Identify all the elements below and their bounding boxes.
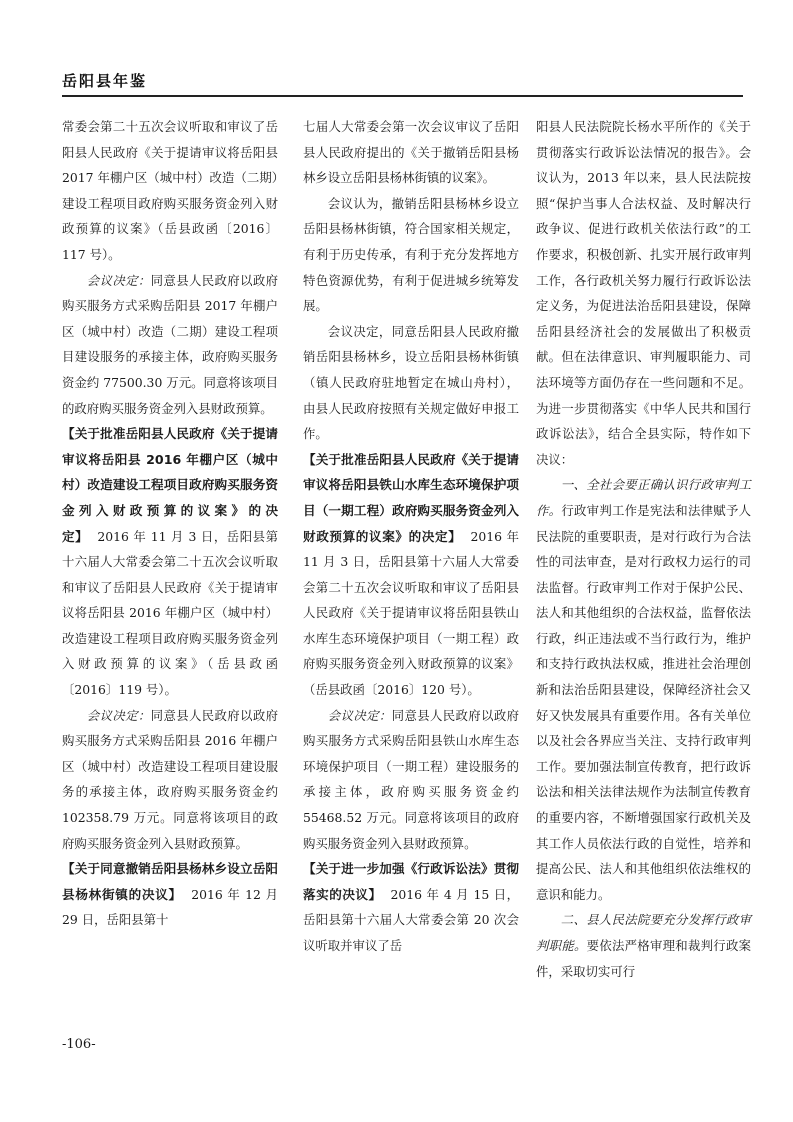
paragraph-text: 2016 年 11 月 3 日，岳阳县第十六届人大常委会第二十五次会议听取和审议了岳阳县人民政府《关于提请审议将岳阳县 2016 年棚户区（城中村）改造建设工程项目政府购买服务资金列入财政预算的议案》（岳县政函〔2016〕119 号）。 — [62, 528, 278, 698]
section-label: 二、县人民法院要充分发挥行政审判职能。 — [536, 912, 751, 953]
paragraph-text: 要依法严格审理和裁判行政案件，采取切实可行 — [536, 938, 752, 979]
paragraph-text: 同意县人民政府以政府购买服务方式采购岳阳县 2017 年棚户区（城中村）改造（二期）建设工程项目建设服务的承接主体，政府购买服务资金约 77500.30 万元。同意将该项目的政府购买服务资金列入县财政预算。 — [62, 272, 279, 416]
paragraph — [303, 703, 519, 857]
paragraph — [536, 472, 751, 907]
entry-heading: 【关于批准岳阳县人民政府《关于提请审议将岳阳县 2016 年棚户区（城中村）改造建设工程项目政府购买服务资金列入财政预算的议案》的决定】 — [62, 426, 278, 544]
entry-heading: 【关于同意撤销岳阳县杨林乡设立岳阳县杨林街镇的决议】 — [62, 861, 278, 902]
column-1 — [62, 114, 278, 933]
paragraph — [62, 268, 278, 422]
entry-heading: 【关于进一步加强《行政诉讼法》贯彻落实的决议】 — [303, 861, 519, 902]
paragraph-text: 2016 年 4 月 15 日，岳阳县第十六届人大常委会第 20 次会议听取并审议了岳 — [303, 886, 519, 953]
running-head: 岳阳县年鉴 — [62, 72, 148, 90]
paragraph: 常委会第二十五次会议听取和审议了岳阳县人民政府《关于提请审议将岳阳县 2017 年棚户区（城中村）改造（二期）建设工程项目政府购买服务资金列入财政预算的议案》（岳县政函〔2016〕117 号）。 — [62, 119, 278, 262]
paragraph: 七届人大常委会第一次会议审议了岳阳县人民政府提出的《关于撤销岳阳县杨林乡设立岳阳县杨林街镇的议案》。 — [303, 119, 519, 186]
paragraph — [62, 703, 278, 857]
paragraph-text: 同意县人民政府以政府购买服务方式采购岳阳县铁山水库生态环境保护项目（一期工程）建设服务的承接主体，政府购买服务资金约 55468.52 万元。同意将该项目的政府购买服务资金列入县财政预算。 — [303, 707, 520, 851]
entry-heading: 【关于批准岳阳县人民政府《关于提请审议将岳阳县铁山水库生态环境保护项目（一期工程）政府购买服务资金列入财政预算的议案》的决定】 — [303, 451, 519, 544]
decision-label: 会议决定： — [86, 707, 151, 723]
decision-label: 会议决定： — [86, 272, 151, 288]
paragraph: 阳县人民法院院长杨水平所作的《关于贯彻落实行政诉讼法情况的报告》。会议认为，2013 年以来，县人民法院按照“保护当事人合法权益、及时解决行政争议、促进行政机关依法行政”的工作要求，积极创新、扎实开展行政审判工作，各行政机关努力履行行政诉讼法定义务，为促进法治岳阳县建设，保障岳阳县经济社会的发展做出了积极贡献。但在法律意识、审判履职能力、司法环境等方面仍存在一些问题和不足。为进一步贯彻落实《中华人民共和国行政诉讼法》，结合全县实际，特作如下决议： — [536, 119, 751, 467]
paragraph — [536, 907, 751, 984]
column-3 — [536, 114, 751, 984]
section-label: 一、全社会要正确认识行政审判工作。 — [536, 477, 751, 518]
column-2 — [303, 114, 519, 959]
paragraph-text: 2016 年 11 月 3 日，岳阳县第十六届人大常委会第二十五次会议听取和审议了岳阳县人民政府《关于提请审议将岳阳县铁山水库生态环境保护项目（一期工程）政府购买服务资金列入财政预算的议案》（岳县政函〔2016〕120 号）。 — [303, 528, 519, 698]
paragraph-text: 同意县人民政府以政府购买服务方式采购岳阳县 2016 年棚户区（城中村）改造建设工程项目建设服务的承接主体，政府购买服务资金约 102358.79 万元。同意将该项目的政府购买服务资金列入县财政预算。 — [62, 707, 279, 851]
header-rule — [62, 95, 743, 97]
paragraph: 会议决定，同意岳阳县人民政府撤销岳阳县杨林乡，设立岳阳县杨林街镇（镇人民政府驻地暂定在城山舟村），由县人民政府按照有关规定做好申报工作。 — [303, 323, 519, 442]
paragraph-text: 行政审判工作是宪法和法律赋予人民法院的重要职责，是对行政行为合法性的司法审查，是对行政权力运行的司法监督。行政审判工作对于保护公民、法人和其他组织的合法权益，监督依法行政，纠正违法或不当行政行为，维护和支持行政执法权威，推进社会治理创新和法治岳阳县建设，保障经济社会又好又快发展具有重要作用。各有关单位以及社会各界应当关注、支持行政审判工作。要加强法制宣传教育，把行政诉讼法和相关法律法规作为法制宣传教育的重要内容，不断增强国家行政机关及其工作人员依法行政的自觉性，培养和提高公民、法人和其他组织依法维权的意识和能力。 — [536, 502, 752, 902]
page-number: -106- — [62, 1037, 96, 1052]
paragraph-text: 2016 年 12 月 29 日，岳阳县第十 — [62, 886, 278, 928]
decision-label: 会议决定： — [327, 707, 392, 723]
paragraph: 会议认为，撤销岳阳县杨林乡设立岳阳县杨林街镇，符合国家相关规定，有利于历史传承，有利于充分发挥地方特色资源优势，有利于促进城乡统筹发展。 — [303, 195, 519, 314]
